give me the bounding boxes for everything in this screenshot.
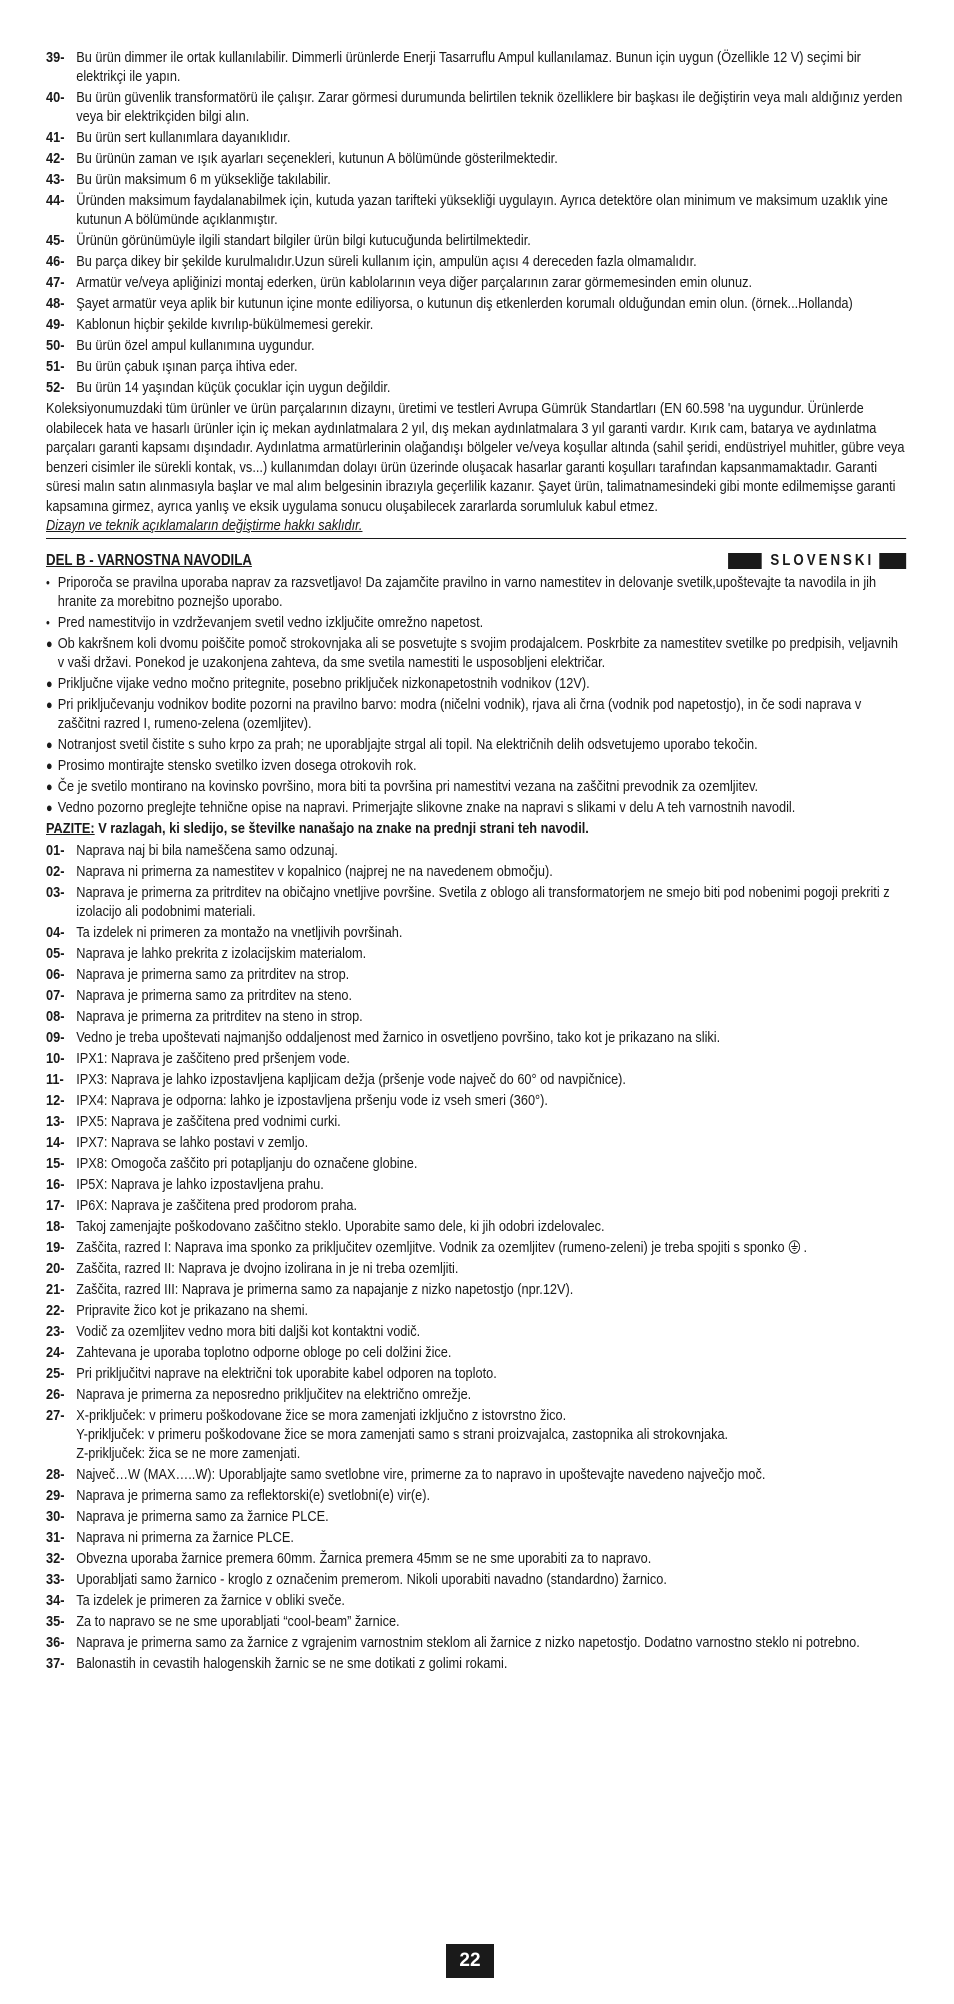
section-divider (46, 538, 906, 539)
list-item (46, 1049, 906, 1068)
item-text: IPX1: Naprava je zaščiteno pred pršenjem vode. (76, 1050, 350, 1067)
item-text-z: Z-priključek: žica se ne more zamenjati. (76, 1445, 301, 1462)
list-item (46, 1385, 906, 1404)
list-item (46, 252, 906, 271)
bullet-icon: ● (46, 800, 53, 815)
list-item (46, 1238, 906, 1257)
item-text (76, 1238, 906, 1257)
item-text-main: Zaščita, razred I: Naprava ima sponko za priključitev ozemljitve. Vodnik za ozemljitev (rumeno-zeleni) je treba spojiti s sponko (76, 1239, 785, 1256)
item-number: 42- (46, 150, 65, 167)
list-item (46, 841, 906, 860)
list-item (46, 315, 906, 334)
item-text-y: Y-priključek: v primeru poškodovane žice se mora zamenjati samo s strani proizvajalca, zastopnika ali strokovnjaka. (76, 1426, 729, 1443)
list-item (46, 88, 906, 126)
list-item (46, 294, 906, 313)
ground-symbol-icon (788, 1240, 800, 1254)
item-text: IP6X: Naprava je zaščitena pred prodorom praha. (76, 1197, 358, 1214)
item-number: 19- (46, 1239, 65, 1256)
item-text: Naprava je lahko prekrita z izolacijskim materialom. (76, 945, 367, 962)
item-text-x: X-priključek: v primeru poškodovane žice se mora zamenjati izključno z istovrstno žico. (76, 1407, 567, 1424)
item-text: Bu ürün 14 yaşından küçük çocuklar için uygun değildir. (76, 379, 391, 396)
list-item (46, 1091, 906, 1110)
item-number: 14- (46, 1134, 65, 1151)
page-number: 22 (446, 1944, 494, 1978)
item-number: 41- (46, 129, 65, 146)
bullet-item (46, 674, 906, 693)
item-number: 52- (46, 379, 65, 396)
bullet-text: Prosimo montirajte stensko svetilko izven dosega otrokovih rok. (57, 757, 417, 774)
list-item (46, 1196, 906, 1215)
item-number: 28- (46, 1466, 65, 1483)
item-number: 02- (46, 863, 65, 880)
item-number: 01- (46, 842, 65, 859)
bullet-text: Pred namestitvijo in vzdrževanjem svetil vedno izključite omrežno napetost. (57, 614, 484, 631)
item-text: Kablonun hiçbir şekilde kıvrılıp-bükülmemesi gerekir. (76, 316, 374, 333)
language-text: SLOVENSKI (770, 552, 875, 569)
list-item (46, 191, 906, 229)
bullet-item (46, 634, 906, 672)
item-text: Üründen maksimum faydalanabilmek için, kutuda yazan tarifteki yüksekliği uygulayın. Ayrıca detektöre olan minimum ve maksimum uzaklık yine kutunun A bölümünde açıklanmıştır. (76, 192, 888, 228)
item-number: 24- (46, 1344, 65, 1361)
list-item (46, 48, 906, 86)
bullet-icon: ● (46, 676, 53, 691)
item-text: Pri priključitvi naprave na električni tok uporabite kabel odporen na toploto. (76, 1365, 497, 1382)
list-item (46, 1301, 906, 1320)
item-text: Balonastih in cevastih halogenskih žarnic se ne sme dotikati z golimi rokami. (76, 1655, 508, 1672)
item-text: Naprava je primerna za pritrditev na steno in strop. (76, 1008, 363, 1025)
item-text: Naprava je primerna za neposredno priključitev na električno omrežje. (76, 1386, 472, 1403)
bullet-item (46, 695, 906, 733)
bullet-icon: ● (46, 697, 53, 712)
item-text: IPX7: Naprava se lahko postavi v zemljo. (76, 1134, 309, 1151)
item-number: 13- (46, 1113, 65, 1130)
item-number: 12- (46, 1092, 65, 1109)
item-text: Naprava je primerna za pritrditev na običajno vnetljive površine. Svetila z oblogo ali transformatorjem ne smejo biti pod nobenimi pogoji prekriti z izolacijo ali podobnimi materiali. (76, 884, 890, 920)
item-text: Takoj zamenjajte poškodovano zaščitno steklo. Uporabite samo dele, ki jih odobri izdelovalec. (76, 1218, 605, 1235)
item-text: Şayet armatür veya aplik bir kutunun içine monte ediliyorsa, o kutunun diş etkenlerden korumalı olduğundan emin olun. (örnek...Hollanda) (76, 295, 853, 312)
item-text: Ürünün görünümüyle ilgili standart bilgiler ürün bilgi kutucuğunda belirtilmektedir. (76, 232, 531, 249)
item-text: IPX8: Omogoča zaščito pri potapljanju do označene globine. (76, 1155, 418, 1172)
item-text: Ta izdelek je primeren za žarnice v obliki sveče. (76, 1592, 345, 1609)
item-text: Bu ürün güvenlik transformatörü ile çalışır. Zarar görmesi durumunda belirtilen teknik özelliklere bir başkası ile değiştirin veya malı aldığınız yerden veya bir elektrikçiden bilgi alın. (76, 89, 903, 125)
item-number: 51- (46, 358, 65, 375)
item-text: Bu ürün çabuk ışınan parça ihtiva eder. (76, 358, 298, 375)
bullet-text: Notranjost svetil čistite s suho krpo za prah; ne uporabljajte strgal ali topil. Na električnih delih odsvetujemo uporabo tekočin. (57, 736, 758, 753)
item-number: 50- (46, 337, 65, 354)
item-number: 25- (46, 1365, 65, 1382)
item-number: 06- (46, 966, 65, 983)
item-number: 36- (46, 1634, 65, 1651)
language-label (728, 552, 906, 570)
item-text: Bu ürün dimmer ile ortak kullanılabilir. Dimmerli ürünlerde Enerji Tasarruflu Ampul kullanılamaz. Bunun için uygun (Özellikle 12 V) seçimi bir elektrikçi ile yapın. (76, 49, 861, 85)
item-number: 46- (46, 253, 65, 270)
list-item (46, 986, 906, 1005)
item-text: IP5X: Naprava je lahko izpostavljena prahu. (76, 1176, 324, 1193)
list-item (46, 1175, 906, 1194)
item-number: 15- (46, 1155, 65, 1172)
list-item (46, 1154, 906, 1173)
item-number: 29- (46, 1487, 65, 1504)
item-number: 34- (46, 1592, 65, 1609)
bullet-icon: ● (46, 636, 53, 651)
list-item (46, 128, 906, 147)
slovenian-bullets (46, 573, 906, 817)
list-item (46, 1486, 906, 1505)
item-text-end: . (799, 1239, 808, 1256)
item-number: 07- (46, 987, 65, 1004)
item-text: Naprava je primerna samo za žarnice PLCE. (76, 1508, 329, 1525)
list-item (46, 1591, 906, 1610)
item-text: IPX5: Naprava je zaščitena pred vodnimi curki. (76, 1113, 341, 1130)
item-number: 03- (46, 884, 65, 901)
item-number: 22- (46, 1302, 65, 1319)
list-item (46, 273, 906, 292)
item-text: Naprava naj bi bila nameščena samo odzunaj. (76, 842, 338, 859)
attention-label: PAZITE: (46, 820, 95, 837)
bullet-icon: • (46, 615, 50, 630)
item-text: Največ…W (MAX…..W): Uporabljajte samo svetlobne vire, primerne za to napravo in upoštevajte navedeno največjo moč. (76, 1466, 766, 1483)
section-title: DEL B - VARNOSTNA NAVODILA (46, 552, 252, 569)
item-number: 08- (46, 1008, 65, 1025)
bullet-text: Pri priključevanju vodnikov bodite pozorni na pravilno barvo: modra (ničelni vodnik), rjava ali črna (vodnik pod napetostjo), in če sodi naprava v zaščitni razred I, rumeno-zelena (ozemljitev). (57, 696, 862, 732)
item-text: Naprava ni primerna za žarnice PLCE. (76, 1529, 294, 1546)
item-text: Zaščita, razred III: Naprava je primerna samo za napajanje z nizko napetostjo (npr.12V). (76, 1281, 574, 1298)
item-text (76, 1406, 906, 1463)
attention-note (46, 819, 906, 839)
item-text: IPX4: Naprava je odporna: lahko je izpostavljena pršenju vode iz vseh smeri (360°). (76, 1092, 548, 1109)
item-text: Bu parça dikey bir şekilde kurulmalıdır.Uzun süreli kullanım için, ampulün açısı 4 dereceden fazla olmamalıdır. (76, 253, 697, 270)
item-text: Bu ürün maksimum 6 m yüksekliğe takılabilir. (76, 171, 331, 188)
item-number: 40- (46, 89, 65, 106)
item-text: Vodič za ozemljitev vedno mora biti daljši kot kontaktni vodič. (76, 1323, 421, 1340)
item-number: 05- (46, 945, 65, 962)
item-number: 44- (46, 192, 65, 209)
item-number: 09- (46, 1029, 65, 1046)
bullet-item (46, 613, 906, 632)
item-text: Uporabljati samo žarnico - kroglo z označenim premerom. Nikoli uporabiti navadno (standardno) žarnico. (76, 1571, 667, 1588)
slovenian-instructions-list (46, 841, 906, 1673)
list-item (46, 1280, 906, 1299)
list-item (46, 1364, 906, 1383)
item-number: 18- (46, 1218, 65, 1235)
bullet-text: Priključne vijake vedno močno pritegnite, posebno priključek nizkonapetostnih vodnikov (12V). (57, 675, 590, 692)
bullet-text: Ob kakršnem koli dvomu poiščite pomoč strokovnjaka ali se posvetujte s svojim prodajalcem. Poskrbite za namestitev svetilke po predpisih, veljavnih v vaši državi. Ponekod je uzakonjena zahteva, da sme svetila namestiti le usposobljeni električar. (57, 635, 899, 671)
list-item (46, 1028, 906, 1047)
item-number: 04- (46, 924, 65, 941)
list-item (46, 1549, 906, 1568)
item-number: 23- (46, 1323, 65, 1340)
list-item (46, 944, 906, 963)
list-item (46, 1570, 906, 1589)
list-item (46, 1612, 906, 1631)
item-number: 21- (46, 1281, 65, 1298)
list-item (46, 1112, 906, 1131)
item-number: 11- (46, 1071, 64, 1088)
item-number: 33- (46, 1571, 65, 1588)
bullet-icon: ● (46, 758, 53, 773)
list-item (46, 378, 906, 397)
item-number: 45- (46, 232, 65, 249)
list-item (46, 1406, 906, 1463)
item-number: 35- (46, 1613, 65, 1630)
item-number: 48- (46, 295, 65, 312)
item-number: 26- (46, 1386, 65, 1403)
list-item (46, 1465, 906, 1484)
section-header (46, 551, 906, 571)
list-item (46, 923, 906, 942)
item-text: Bu ürün özel ampul kullanımına uygundur. (76, 337, 315, 354)
list-item (46, 1528, 906, 1547)
language-bar-left (728, 553, 762, 569)
list-item (46, 149, 906, 168)
bullet-icon: ● (46, 737, 53, 752)
item-number: 10- (46, 1050, 65, 1067)
item-text: Pripravite žico kot je prikazano na shemi. (76, 1302, 309, 1319)
bullet-icon: ● (46, 779, 53, 794)
language-bar-right (879, 553, 906, 569)
item-text: Obvezna uporaba žarnice premera 60mm. Žarnica premera 45mm se ne sme uporabiti za to napravo. (76, 1550, 652, 1567)
bullet-item (46, 798, 906, 817)
bullet-icon: • (46, 575, 50, 590)
item-text: Zahtevana je uporaba toplotno odporne obloge po celi dolžini žice. (76, 1344, 452, 1361)
list-item (46, 1654, 906, 1673)
bullet-item (46, 756, 906, 775)
page-content (46, 48, 906, 1673)
turkish-instructions-list (46, 48, 906, 397)
bullet-item (46, 777, 906, 796)
list-item (46, 231, 906, 250)
bullet-item (46, 735, 906, 754)
list-item (46, 1259, 906, 1278)
bullet-text: Priporoča se pravilna uporaba naprav za razsvetljavo! Da zajamčite pravilno in varno namestitev in delovanje svetilk,upoštevajte ta navodila in jih hranite za morebitno poznejšo uporabo. (57, 574, 877, 610)
item-text: Armatür ve/veya apliğinizi montaj ederken, ürün kablolarının veya diğer parçalarının zarar görmemesinden emin olunuz. (76, 274, 753, 291)
warranty-paragraph: Koleksiyonumuzdaki tüm ürünler ve ürün parçalarının dizaynı, üretimi ve testleri Avrupa Gümrük Standartları (EN 60.598 'na uygundur. Ürünlerde olabilecek hata ve hasarlı ürünler için iç mekan aydınlatmalara 2 yıl, dış mekan aydınlatmalara 3 yıl garanti vardır. Kırık cam, batarya ve aydınlatma parçaları garanti kapsamı dışındadır. Aydınlatma armatürlerinin olağandışı bölgeler ve/veya koşullar altında (sahil şeridi, endüstriyel muhitler, gübre veya benzeri cisimler ile sürekli kontak, vs...) kullanımdan dolayı ürün üzerinde oluşacak hasarlar garanti koşulları tarafından kapsanmamaktadır. Garanti süresi malın satın alınmasıyla başlar ve mal alım belgesinin ibrazıyla geçerlilik kazanır. Şayet ürün, talimatnamesindeki gibi monte edilmemişse garanti kapsamına girmez, ayrıca yanlış ve eksik uygulama sonucu oluşabilecek zararlarda sorumluluk kabul etmez. (46, 400, 905, 515)
list-item (46, 1007, 906, 1026)
item-text: Zaščita, razred II: Naprava je dvojno izolirana in je ni treba ozemljiti. (76, 1260, 459, 1277)
item-text: Bu ürünün zaman ve ışık ayarları seçenekleri, kutunun A bölümünde gösterilmektedir. (76, 150, 558, 167)
bullet-text: Vedno pozorno preglejte tehnične opise na napravi. Primerjajte slikovne znake na napravi s slikami v delu A teh varnostnih navodil. (57, 799, 796, 816)
list-item (46, 1133, 906, 1152)
rights-note: Dizayn ve teknik açıklamaların değiştirme hakkı saklıdır. (46, 517, 363, 534)
item-text: Naprava je primerna samo za pritrditev na steno. (76, 987, 353, 1004)
bullet-text: Če je svetilo montirano na kovinsko površino, mora biti ta površina pri namestitvi vezana na zaščitni prevodnik za ozemljitev. (57, 778, 759, 795)
list-item (46, 357, 906, 376)
item-text: Naprava je primerna samo za pritrditev na strop. (76, 966, 350, 983)
item-number: 43- (46, 171, 65, 188)
item-number: 17- (46, 1197, 65, 1214)
list-item (46, 1507, 906, 1526)
list-item (46, 965, 906, 984)
item-number: 39- (46, 49, 65, 66)
item-text: Naprava je primerna samo za reflektorski(e) svetlobni(e) vir(e). (76, 1487, 431, 1504)
item-number: 30- (46, 1508, 65, 1525)
list-item (46, 1217, 906, 1236)
list-item (46, 1343, 906, 1362)
item-text: Ta izdelek ni primeren za montažo na vnetljivih površinah. (76, 924, 403, 941)
item-number: 32- (46, 1550, 65, 1567)
item-text: Bu ürün sert kullanımlara dayanıklıdır. (76, 129, 291, 146)
item-text: Naprava je primerna samo za žarnice z vgrajenim varnostnim steklom ali žarnice z nizko napetostjo. Dodatno varnostno steklo ni potrebno. (76, 1634, 860, 1651)
list-item (46, 336, 906, 355)
item-number: 49- (46, 316, 65, 333)
bullet-item (46, 573, 906, 611)
item-text: IPX3: Naprava je lahko izpostavljena kapljicam dežja (pršenje vode največ do 60° od navpičnice). (76, 1071, 626, 1088)
list-item (46, 1070, 906, 1089)
item-number: 16- (46, 1176, 65, 1193)
list-item (46, 1322, 906, 1341)
item-number: 37- (46, 1655, 65, 1672)
item-number: 20- (46, 1260, 65, 1277)
list-item (46, 170, 906, 189)
item-number: 47- (46, 274, 65, 291)
item-text: Vedno je treba upoštevati najmanjšo oddaljenost med žarnico in osvetljeno površino, tako kot je prikazano na sliki. (76, 1029, 721, 1046)
list-item (46, 883, 906, 921)
list-item (46, 1633, 906, 1652)
attention-text: V razlagah, ki sledijo, se številke nanašajo na znake na prednji strani teh navodil. (94, 820, 589, 837)
item-text: Za to napravo se ne sme uporabljati “cool-beam” žarnice. (76, 1613, 400, 1630)
list-item (46, 862, 906, 881)
item-number: 31- (46, 1529, 65, 1546)
item-number: 27- (46, 1407, 65, 1424)
item-text: Naprava ni primerna za namestitev v kopalnico (najprej ne na navedenem območju). (76, 863, 553, 880)
